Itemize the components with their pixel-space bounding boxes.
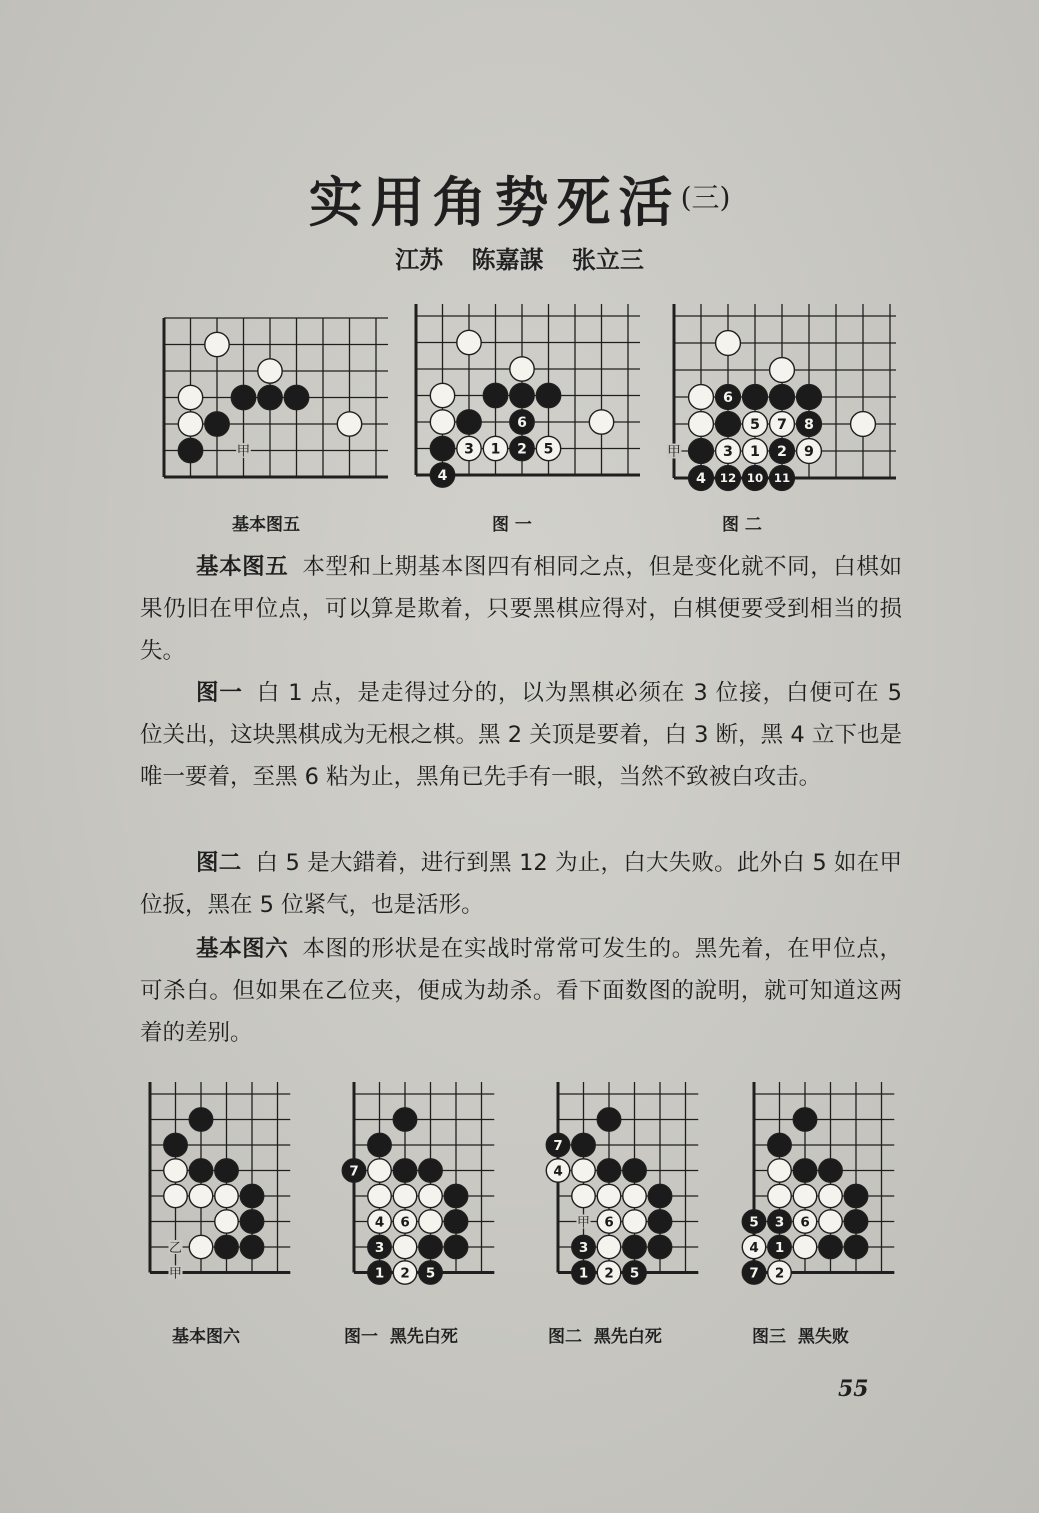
move-number: 5 [750, 417, 760, 434]
white-stone [689, 385, 714, 410]
caption-fig-2: 图 二 [722, 515, 762, 535]
white-stone [483, 436, 507, 460]
caption-b-fig-1: 图一 黑先白死 [344, 1327, 458, 1347]
white-stone [819, 1210, 842, 1233]
white-stone [819, 1184, 842, 1207]
white-stone [597, 1184, 620, 1207]
black-stone [770, 466, 795, 491]
move-number: 12 [719, 471, 737, 486]
go-board-b-fig-2 [544, 1082, 704, 1300]
black-stone [689, 439, 714, 464]
black-stone [716, 412, 741, 437]
move-number: 7 [777, 417, 787, 434]
move-number: 2 [517, 441, 527, 458]
black-stone [284, 385, 308, 409]
white-stone [793, 1235, 816, 1258]
move-number: 7 [749, 1265, 759, 1282]
black-stone [205, 412, 229, 436]
move-number: 10 [746, 471, 764, 486]
board-point-label: 甲 [577, 1215, 590, 1231]
move-number: 4 [696, 471, 706, 488]
white-stone [742, 1235, 765, 1258]
paragraph-lead: 基本图五 [196, 554, 289, 580]
white-stone [716, 331, 741, 356]
white-stone [597, 1210, 620, 1233]
paragraph-lead: 图一 [196, 680, 243, 706]
caption-b-fig-2: 图二 黑先白死 [548, 1327, 662, 1347]
white-stone [457, 436, 481, 460]
white-stone [572, 1159, 595, 1182]
page-number: 55 [838, 1376, 869, 1402]
paragraph-text: 白 1 点，是走得过分的，以为黑棋必须在 3 位接，白便可在 5 位关出，这块黑棋成为无根之棋。黑 2 关顶是要着，白 3 断，黑 4 立下也是唯一要着，至黑 6 粘为止，黑角已先手有一眼，当然不致被白攻击。 [140, 680, 902, 790]
paragraph-basic-6 [140, 928, 902, 1054]
white-stone [797, 439, 822, 464]
white-stone [770, 412, 795, 437]
white-stone [178, 385, 202, 409]
white-stone [589, 410, 613, 434]
black-stone [444, 1235, 467, 1258]
black-stone [536, 383, 560, 407]
white-stone [393, 1261, 416, 1284]
caption-fig-1: 图 一 [492, 515, 532, 535]
paragraph-text: 白 5 是大錯着，进行到黑 12 为止，白大失败。此外白 5 如在甲位扳，黑在 5 位紧气，也是活形。 [140, 850, 902, 918]
white-stone [430, 383, 454, 407]
black-stone [215, 1159, 238, 1182]
move-number: 1 [750, 444, 760, 461]
move-number: 6 [723, 390, 733, 407]
black-stone [743, 466, 768, 491]
board-point-label: 乙 [169, 1240, 182, 1256]
paragraph-lead: 基本图六 [196, 936, 289, 962]
black-stone [648, 1210, 671, 1233]
move-number: 2 [777, 444, 787, 461]
authors-line: 江苏 陈嘉謀 张立三 [395, 246, 644, 274]
black-stone [648, 1184, 671, 1207]
black-stone [623, 1235, 646, 1258]
caption-basic-5: 基本图五 [232, 515, 300, 535]
black-stone [393, 1108, 416, 1131]
black-stone [240, 1210, 263, 1233]
black-stone [689, 466, 714, 491]
board-point-label: 甲 [169, 1266, 182, 1282]
white-stone [716, 439, 741, 464]
black-stone [797, 385, 822, 410]
black-stone [572, 1261, 595, 1284]
white-stone [215, 1210, 238, 1233]
black-stone [844, 1235, 867, 1258]
move-number: 5 [749, 1214, 759, 1231]
go-board-basic-6 [144, 1082, 294, 1300]
white-stone [430, 410, 454, 434]
white-stone [743, 412, 768, 437]
paragraph-fig-2 [140, 842, 902, 926]
black-stone [240, 1235, 263, 1258]
black-stone [768, 1235, 791, 1258]
black-stone [178, 438, 202, 462]
white-stone [572, 1184, 595, 1207]
black-stone [430, 436, 454, 460]
white-stone [793, 1184, 816, 1207]
black-stone [797, 412, 822, 437]
move-number: 1 [490, 441, 501, 458]
white-stone [743, 439, 768, 464]
white-stone [393, 1184, 416, 1207]
move-number: 1 [578, 1265, 589, 1282]
white-stone [205, 332, 229, 356]
black-stone [768, 1210, 791, 1233]
black-stone [430, 463, 454, 487]
black-stone [623, 1159, 646, 1182]
white-stone [510, 357, 534, 381]
move-number: 3 [374, 1239, 385, 1256]
black-stone [164, 1133, 187, 1156]
black-stone [419, 1261, 442, 1284]
black-stone [793, 1108, 816, 1131]
title-suffix: (三) [680, 181, 731, 214]
black-stone [510, 383, 534, 407]
go-board-fig-1 [412, 304, 640, 490]
move-number: 3 [464, 441, 474, 458]
move-number: 3 [578, 1239, 589, 1256]
black-stone [419, 1159, 442, 1182]
black-stone [770, 439, 795, 464]
move-number: 6 [800, 1214, 810, 1231]
black-stone [572, 1235, 595, 1258]
paragraph-basic-5 [140, 546, 902, 672]
black-stone [258, 385, 282, 409]
move-number: 2 [400, 1265, 410, 1282]
caption-basic-6: 基本图六 [172, 1327, 240, 1347]
move-number: 2 [604, 1265, 614, 1282]
white-stone [793, 1210, 816, 1233]
black-stone [483, 383, 507, 407]
go-board-fig-2 [664, 304, 896, 496]
move-number: 4 [374, 1214, 385, 1231]
white-stone [623, 1184, 646, 1207]
black-stone [742, 1261, 765, 1284]
white-stone [368, 1184, 391, 1207]
move-number: 4 [749, 1239, 759, 1256]
black-stone [844, 1210, 867, 1233]
black-stone [368, 1133, 391, 1156]
black-stone [768, 1133, 791, 1156]
move-number: 2 [774, 1265, 785, 1282]
black-stone [444, 1210, 467, 1233]
move-number: 3 [774, 1214, 785, 1231]
white-stone [393, 1210, 416, 1233]
white-stone [178, 412, 202, 436]
move-number: 5 [543, 441, 554, 458]
black-stone [572, 1133, 595, 1156]
move-number: 1 [774, 1239, 785, 1256]
black-stone [457, 410, 481, 434]
white-stone [597, 1235, 620, 1258]
black-stone [716, 385, 741, 410]
move-number: 4 [553, 1163, 563, 1180]
move-number: 6 [517, 415, 527, 432]
white-stone [164, 1184, 187, 1207]
black-stone [819, 1159, 842, 1182]
board-point-label: 甲 [236, 444, 251, 460]
white-stone [851, 412, 876, 437]
move-number: 6 [604, 1214, 614, 1231]
paragraph-fig-1 [140, 672, 902, 798]
move-number: 7 [349, 1163, 359, 1180]
move-number: 3 [723, 444, 733, 461]
white-stone [419, 1210, 442, 1233]
article-title [0, 160, 1039, 237]
black-stone [510, 410, 534, 434]
white-stone [215, 1184, 238, 1207]
white-stone [457, 330, 481, 354]
move-number: 9 [804, 444, 814, 461]
black-stone [189, 1108, 212, 1131]
black-stone [648, 1235, 671, 1258]
white-stone [768, 1159, 791, 1182]
black-stone [240, 1184, 263, 1207]
black-stone [215, 1235, 238, 1258]
black-stone [510, 436, 534, 460]
black-stone [743, 385, 768, 410]
black-stone [231, 385, 255, 409]
white-stone [768, 1261, 791, 1284]
black-stone [342, 1159, 365, 1182]
title-text: 实用角势死活 [308, 170, 681, 234]
move-number: 6 [400, 1214, 410, 1231]
black-stone [742, 1210, 765, 1233]
go-board-b-fig-3 [740, 1082, 900, 1300]
move-number: 5 [629, 1265, 640, 1282]
move-number: 8 [804, 417, 814, 434]
black-stone [844, 1184, 867, 1207]
move-number: 1 [374, 1265, 385, 1282]
black-stone [770, 385, 795, 410]
move-number: 7 [553, 1137, 563, 1154]
go-board-b-fig-1 [340, 1082, 500, 1300]
black-stone [419, 1235, 442, 1258]
move-number: 4 [437, 468, 448, 485]
paragraph-lead: 图二 [196, 850, 242, 876]
paragraph-text: 本图的形状是在实战时常常可发生的。黑先着，在甲位点，可杀白。但如果在乙位夹，便成为劫杀。看下面数图的說明，就可知道这两着的差别。 [140, 936, 902, 1046]
white-stone [368, 1210, 391, 1233]
white-stone [623, 1210, 646, 1233]
black-stone [368, 1261, 391, 1284]
caption-b-fig-3: 图三 黑失败 [752, 1327, 849, 1347]
white-stone [597, 1261, 620, 1284]
white-stone [546, 1159, 569, 1182]
white-stone [258, 359, 282, 383]
white-stone [189, 1235, 212, 1258]
black-stone [819, 1235, 842, 1258]
white-stone [164, 1159, 187, 1182]
white-stone [337, 412, 361, 436]
white-stone [368, 1159, 391, 1182]
white-stone [536, 436, 560, 460]
black-stone [597, 1159, 620, 1182]
board-point-label: 甲 [667, 444, 681, 461]
white-stone [419, 1184, 442, 1207]
black-stone [393, 1159, 416, 1182]
white-stone [189, 1184, 212, 1207]
black-stone [793, 1159, 816, 1182]
move-number: 11 [773, 471, 791, 486]
black-stone [597, 1108, 620, 1131]
black-stone [444, 1184, 467, 1207]
black-stone [716, 466, 741, 491]
move-number: 5 [425, 1265, 436, 1282]
white-stone [770, 358, 795, 383]
black-stone [368, 1235, 391, 1258]
white-stone [768, 1184, 791, 1207]
black-stone [189, 1159, 212, 1182]
white-stone [393, 1235, 416, 1258]
black-stone [623, 1261, 646, 1284]
white-stone [689, 412, 714, 437]
paragraph-text: 本型和上期基本图四有相同之点，但是变化就不同，白棋如果仍旧在甲位点，可以算是欺着，只要黑棋应得对，白棋便要受到相当的损失。 [140, 554, 902, 664]
go-board-basic-5 [160, 312, 388, 492]
black-stone [546, 1133, 569, 1156]
